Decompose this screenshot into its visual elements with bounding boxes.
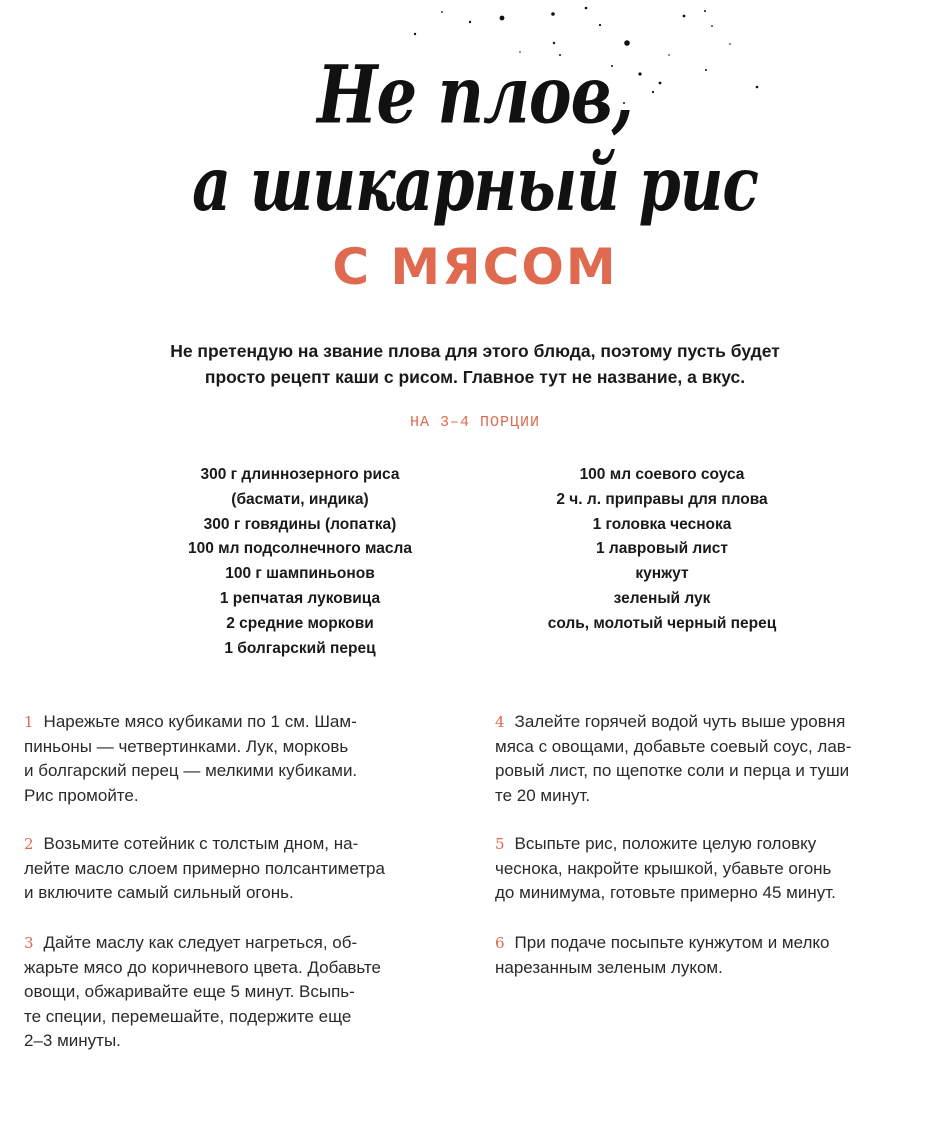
step-text-line: Рис промойте.	[24, 785, 139, 805]
step-text-line: Возьмите сотейник с толстым дном, на-	[43, 834, 359, 853]
step-text-line: и болгарский перец — мелкими кубиками.	[24, 761, 358, 780]
servings-label: НА 3–4 ПОРЦИИ	[409, 414, 541, 431]
step-text-line: Дайте маслу как следует нагреться, об-	[43, 933, 358, 952]
step-text-line: те 20 минут.	[495, 785, 591, 805]
step-text-line: Нарежьте мясо кубиками по 1 см. Шам-	[43, 712, 357, 731]
step-number: 4	[495, 713, 505, 731]
step-6	[495, 931, 945, 980]
ingredient-item: 2 средние моркови	[226, 614, 374, 632]
step-4	[495, 710, 945, 808]
ingredient-item: 1 головка чеснока	[592, 515, 732, 533]
step-5	[495, 832, 945, 906]
step-text-line: пиньоны — четвертинками. Лук, морковь	[24, 736, 349, 756]
step-number: 5	[495, 835, 505, 853]
ingredient-item: 1 лавровый лист	[595, 540, 729, 558]
ingredients-left-column	[150, 463, 450, 661]
intro-line: просто рецепт каши с рисом. Главное тут не название, а вкус.	[204, 367, 746, 387]
intro-line: Не претендую на звание плова для этого блюда, поэтому пусть будет	[170, 341, 780, 361]
step-text-line: чеснока, накройте крышкой, убавьте огонь	[495, 858, 832, 878]
ingredient-item: 300 г говядины (лопатка)	[203, 515, 397, 533]
step-text-line: ровый лист, по щепотке соли и перца и туши	[495, 761, 850, 780]
step-number: 2	[24, 835, 34, 853]
recipe-intro	[0, 338, 950, 390]
ingredient-item: зеленый лук	[613, 589, 711, 607]
step-1	[24, 710, 474, 808]
ingredient-item: 2 ч. л. приправы для плова	[556, 490, 768, 508]
ingredient-item: 1 репчатая луковица	[219, 589, 381, 607]
ingredient-item: 100 мл соевого соуса	[579, 466, 745, 483]
step-text-line: мяса с овощами, добавьте соевый соус, лав-	[495, 736, 852, 756]
ingredient-item: (басмати, индика)	[231, 490, 369, 508]
step-text-line: до минимума, готовьте примерно 45 минут.	[495, 883, 836, 902]
step-text-line: 2–3 минуты.	[24, 1031, 121, 1050]
step-text-line: жарьте мясо до коричневого цвета. Добавьте	[24, 957, 382, 977]
ingredient-item: 100 мл подсолнечного масла	[187, 540, 413, 558]
ingredient-item: кунжут	[635, 565, 689, 583]
ingredient-item: 100 г шампиньонов	[225, 565, 375, 583]
recipe-title-line-3: С МЯСОМ	[332, 238, 618, 296]
step-text-line: При подаче посыпьте кунжутом и мелко	[514, 933, 830, 952]
step-text-line: лейте масло слоем примерно полсантиметра	[24, 858, 385, 878]
recipe-title-line-2: а шикарный рис	[192, 141, 758, 229]
ingredients-right-column	[512, 463, 812, 637]
step-number: 1	[24, 713, 34, 731]
step-text-line: те специи, перемешайте, подержите еще	[24, 1006, 352, 1026]
ingredient-item: соль, молотый черный перец	[547, 614, 777, 632]
step-text-line: овощи, обжаривайте еще 5 минут. Всыпь-	[24, 982, 355, 1001]
step-2	[24, 832, 474, 906]
recipe-title-line-1: Не плов,	[317, 48, 633, 143]
step-3	[24, 931, 474, 1054]
step-text-line: и включите самый сильный огонь.	[24, 883, 294, 902]
step-number: 6	[495, 934, 505, 952]
ingredient-item: 300 г длиннозерного риса	[200, 466, 400, 483]
step-text-line: Всыпьте рис, положите целую головку	[514, 834, 817, 853]
step-number: 3	[24, 934, 34, 952]
ingredient-item: 1 болгарский перец	[224, 639, 376, 657]
step-text-line: нарезанным зеленым луком.	[495, 957, 723, 977]
step-text-line: Залейте горячей водой чуть выше уровня	[514, 712, 846, 731]
